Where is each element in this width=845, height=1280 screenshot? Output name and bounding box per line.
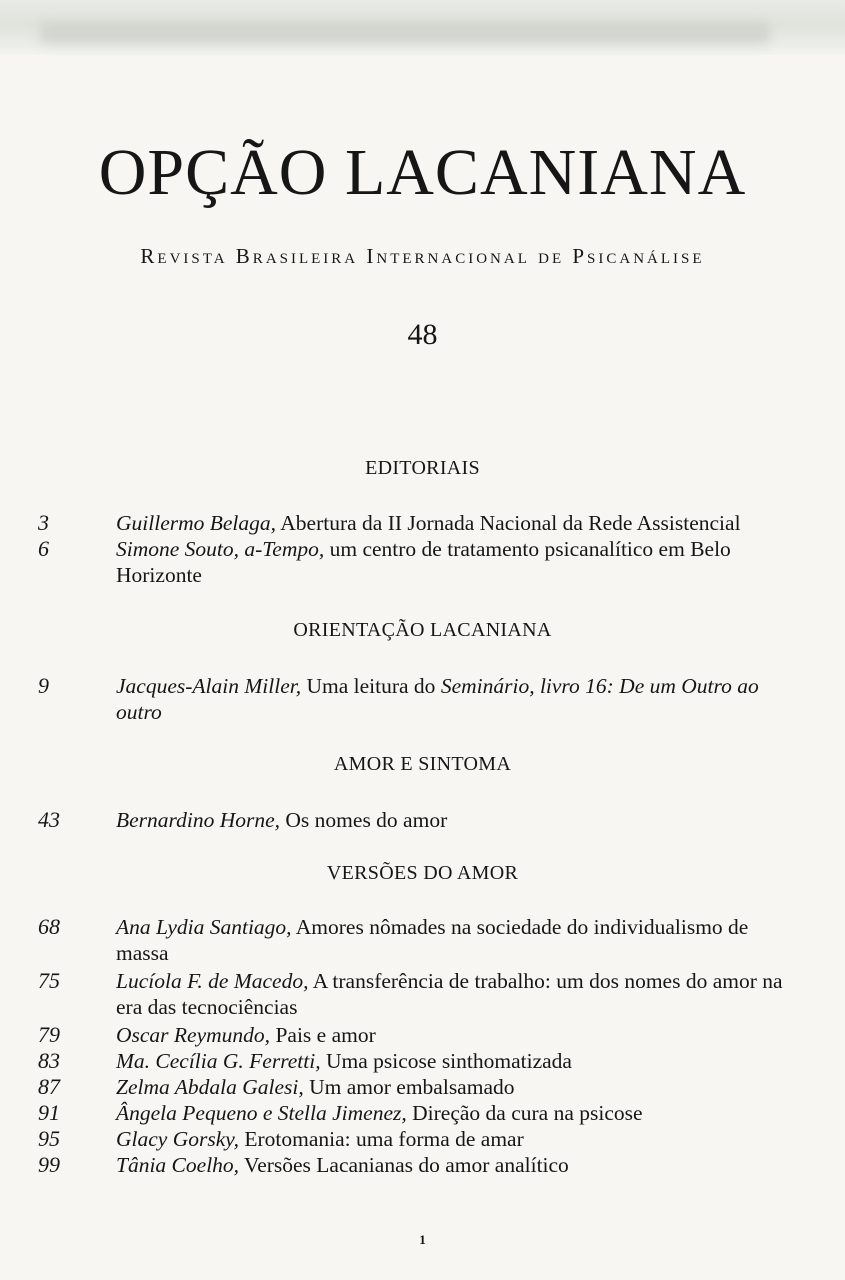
entry-title: A transferência de trabalho: um dos nomes do amor na era das tecnociências bbox=[116, 969, 783, 1019]
entry-author: Ma. Cecília G. Ferretti, bbox=[116, 1049, 321, 1073]
entry-page: 83 bbox=[38, 1048, 60, 1073]
entry-author: Glacy Gorsky, bbox=[116, 1127, 239, 1151]
section-heading-orientacao: ORIENTAÇÃO LACANIANA bbox=[293, 619, 552, 641]
entry-title: um centro de tratamento psicanalítico em Belo Horizonte bbox=[116, 537, 731, 587]
entry-title: Direção da cura na psicose bbox=[412, 1101, 643, 1125]
entry-page: 43 bbox=[38, 807, 60, 832]
section-heading-amor-sintoma: AMOR E SINTOMA bbox=[333, 753, 512, 775]
entry-title: Pais e amor bbox=[275, 1023, 376, 1047]
entry-page: 75 bbox=[38, 968, 60, 993]
entry-title-italic: Seminário, livro 16: De um Outro ao outro bbox=[116, 674, 759, 724]
entry-page: 79 bbox=[38, 1022, 60, 1047]
entry-page: 91 bbox=[38, 1100, 60, 1125]
entry-page: 99 bbox=[38, 1152, 60, 1177]
entry-title: Uma leitura do bbox=[306, 674, 436, 698]
entry-author: Tânia Coelho, bbox=[116, 1153, 240, 1177]
entry-title: Os nomes do amor bbox=[285, 808, 448, 832]
entry-author: Lucíola F. de Macedo, bbox=[116, 969, 309, 993]
entry-title: Versões Lacanianas do amor analítico bbox=[244, 1153, 569, 1177]
entry-author: Ângela Pequeno e Stella Jimenez, bbox=[116, 1101, 407, 1125]
section-heading-editoriais: EDITORIAIS bbox=[365, 457, 480, 479]
entry-author: Jacques-Alain Miller, bbox=[116, 674, 302, 698]
entry-title: Erotomania: uma forma de amar bbox=[244, 1127, 524, 1151]
entry-title: Abertura da II Jornada Nacional da Rede Assistencial bbox=[280, 511, 741, 535]
entry-author: Guillermo Belaga, bbox=[116, 511, 277, 535]
entry-page: 95 bbox=[38, 1126, 60, 1151]
entry-page: 9 bbox=[38, 673, 49, 698]
entry-author: Oscar Reymundo, bbox=[116, 1023, 271, 1047]
entry-author: Simone Souto, a-Tempo, bbox=[116, 537, 325, 561]
journal-subtitle: Revista Brasileira Internacional de Psicanálise bbox=[140, 244, 705, 268]
entry-title: Uma psicose sinthomatizada bbox=[325, 1049, 572, 1073]
entry-author: Ana Lydia Santiago, bbox=[116, 915, 292, 939]
entry-author: Bernardino Horne, bbox=[116, 808, 281, 832]
section-heading-versoes: VERSÕES DO AMOR bbox=[326, 862, 519, 884]
entry-author: Zelma Abdala Galesi, bbox=[116, 1075, 304, 1099]
entry-page: 87 bbox=[38, 1074, 60, 1099]
issue-number: 48 bbox=[407, 318, 438, 351]
journal-title: OPÇÃO LACANIANA bbox=[98, 136, 747, 209]
entry-page: 6 bbox=[38, 536, 49, 561]
footer-page-number: 1 bbox=[419, 1232, 426, 1247]
entry-title: Amores nômades na sociedade do individualismo de massa bbox=[116, 915, 749, 965]
top-scan-band bbox=[0, 0, 845, 55]
entry-page: 3 bbox=[38, 510, 49, 535]
entry-title: Um amor embalsamado bbox=[309, 1075, 515, 1099]
entry-page: 68 bbox=[38, 914, 60, 939]
